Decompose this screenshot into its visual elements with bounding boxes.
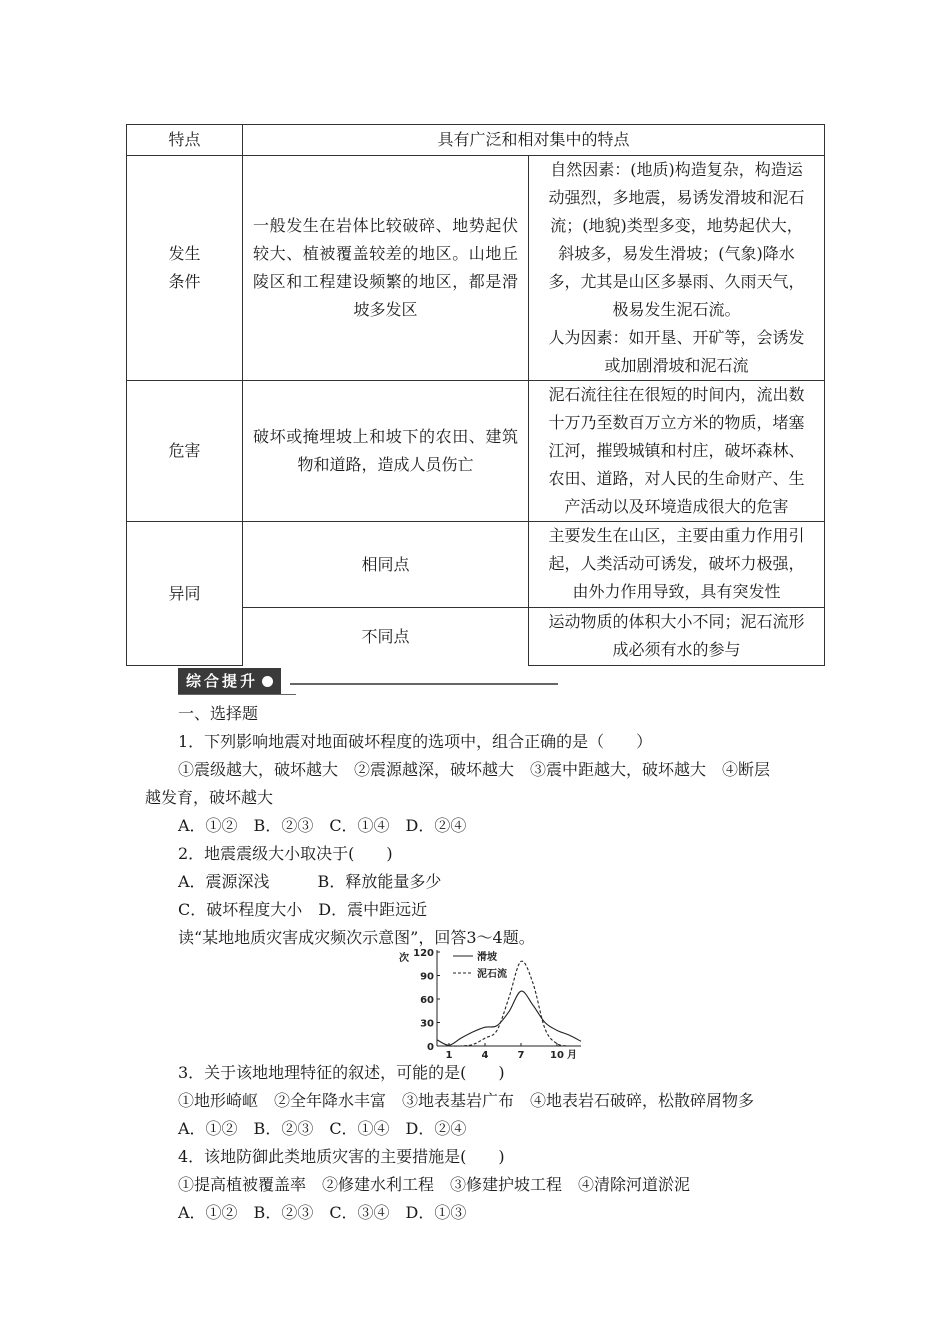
features-label: 特点: [127, 125, 243, 156]
section-banner: [178, 668, 281, 694]
disaster-frequency-chart: [395, 948, 595, 1064]
harm-debris-line: 江河，摧毁城镇和村庄，破坏森林、: [548, 441, 805, 460]
question-4-choices: A．①② B．②③ C．③④ D．①③: [178, 1203, 467, 1222]
harm-label: 危害: [127, 381, 243, 522]
table-row-same: [127, 522, 825, 608]
bullet-dot-icon: [262, 676, 273, 687]
section-title: 综合提升: [186, 672, 259, 690]
question-3: 3．关于该地地理特征的叙述，可能的是( ): [178, 1063, 505, 1082]
question-2: 2．地震震级大小取决于( ): [178, 844, 393, 863]
question-3-choices: A．①② B．②③ C．①④ D．②④: [178, 1119, 467, 1138]
legend-label: 泥石流: [477, 969, 507, 980]
diff-line: 成必须有水的参与: [612, 640, 741, 659]
part-heading: 一、选择题: [178, 704, 259, 723]
conditions-debris-line: 或加剧滑坡和泥石流: [604, 356, 749, 375]
same-line: 主要发生在山区，主要由重力作用引: [548, 526, 805, 545]
y-tick-label: 120: [413, 948, 434, 959]
section-title-box: [178, 668, 281, 694]
harm-landslide: 破坏或掩埋坡上和坡下的农田、建筑物和道路，造成人员伤亡: [243, 381, 529, 522]
question-4: 4．该地防御此类地质灾害的主要措施是( ): [178, 1147, 505, 1166]
conditions-debris-line: 流；(地貌)类型多变，地势起伏大，: [550, 216, 803, 235]
question-3-options: ①地形崎岖 ②全年降水丰富 ③地表基岩广布 ④地表岩石破碎，松散碎屑物多: [178, 1091, 755, 1110]
same-content: [529, 522, 825, 608]
question-1-options-line1: ①震级越大，破坏越大 ②震源越深，破坏越大 ③震中距越大，破坏越大 ④断层: [178, 760, 771, 779]
conditions-debris-flow: [529, 156, 825, 381]
harm-debris-line: 十万乃至数百万立方米的物质，堵塞: [548, 413, 805, 432]
conditions-label-line1: 发生: [168, 244, 201, 263]
chart-legend: [453, 950, 507, 980]
harm-debris-line: 农田、道路，对人民的生命财产、生: [548, 469, 805, 488]
debris-flow-series-line: [449, 961, 569, 1046]
x-tick-label: 7: [517, 1050, 525, 1061]
question-1: 1．下列影响地震对地面破坏程度的选项中，组合正确的是（ ）: [178, 732, 653, 751]
y-tick-label: 90: [420, 971, 434, 983]
conditions-debris-line: 动强烈，多地震，易诱发滑坡和泥石: [548, 188, 805, 207]
section-rule-thin: [178, 694, 296, 695]
reading-prompt: 读“某地地质灾害成灾频次示意图”，回答3～4题。: [178, 928, 535, 947]
conditions-debris-line: 极易发生泥石流。: [612, 300, 741, 319]
legend-label: 滑坡: [477, 952, 497, 963]
harm-debris-line: 泥石流往往在很短的时间内，流出数: [548, 385, 805, 404]
y-axis-label: 次: [399, 953, 409, 964]
conditions-debris-line: 斜坡多，易发生滑坡；(气象)降水: [558, 244, 795, 263]
harm-debris-line: 产活动以及环境造成很大的危害: [564, 497, 789, 516]
x-axis-label: 月: [567, 1050, 577, 1061]
harm-debris-flow: [529, 381, 825, 522]
table-row-conditions: [127, 156, 825, 381]
table-row-features: [127, 125, 825, 156]
diff-label: 不同点: [243, 608, 529, 666]
features-value: 具有广泛和相对集中的特点: [243, 125, 825, 156]
diff-line: 运动物质的体积大小不同；泥石流形: [548, 612, 805, 631]
conditions-label: [127, 156, 243, 381]
same-label: 相同点: [243, 522, 529, 608]
question-1-options-line2: 越发育，破坏越大: [145, 788, 274, 807]
same-line: 起，人类活动可诱发，破坏力极强，: [548, 554, 805, 573]
question-2-choices-line2: C．破坏程度大小 D．震中距远近: [178, 900, 428, 919]
landslide-series-line: [437, 991, 581, 1045]
x-tick-label: 4: [481, 1050, 489, 1061]
conditions-debris-line: 自然因素：(地质)构造复杂，构造运: [550, 160, 803, 179]
section-rule: [290, 683, 558, 685]
conditions-debris-line: 人为因素：如开垦、开矿等，会诱发: [548, 328, 805, 347]
x-tick-label: 1: [445, 1050, 453, 1061]
conditions-landslide: 一般发生在岩体比较破碎、地势起伏较大、植被覆盖较差的地区。山地丘陵区和工程建设频繁的地区，都是滑坡多发区: [243, 156, 529, 381]
same-line: 由外力作用导致，具有突发性: [572, 582, 781, 601]
compare-label: 异同: [127, 522, 243, 666]
table-row-harm: [127, 381, 825, 522]
question-1-choices: A．①② B．②③ C．①④ D．②④: [178, 816, 467, 835]
question-4-options: ①提高植被覆盖率 ②修建水利工程 ③修建护坡工程 ④清除河道淤泥: [178, 1175, 691, 1194]
y-tick-label: 30: [420, 1018, 434, 1030]
disaster-comparison-table: [126, 124, 825, 666]
conditions-debris-line: 多，尤其是山区多暴雨、久雨天气，: [548, 272, 805, 291]
conditions-label-line2: 条件: [168, 272, 201, 291]
question-2-choices-line1: A．震源深浅 B．释放能量多少: [178, 872, 442, 891]
diff-content: [529, 608, 825, 666]
chart-lines: [437, 961, 581, 1046]
y-tick-label: 0: [427, 1042, 434, 1053]
y-tick-label: 60: [420, 995, 434, 1006]
x-tick-label: 10: [550, 1050, 564, 1061]
chart-ticks: [399, 948, 577, 1061]
